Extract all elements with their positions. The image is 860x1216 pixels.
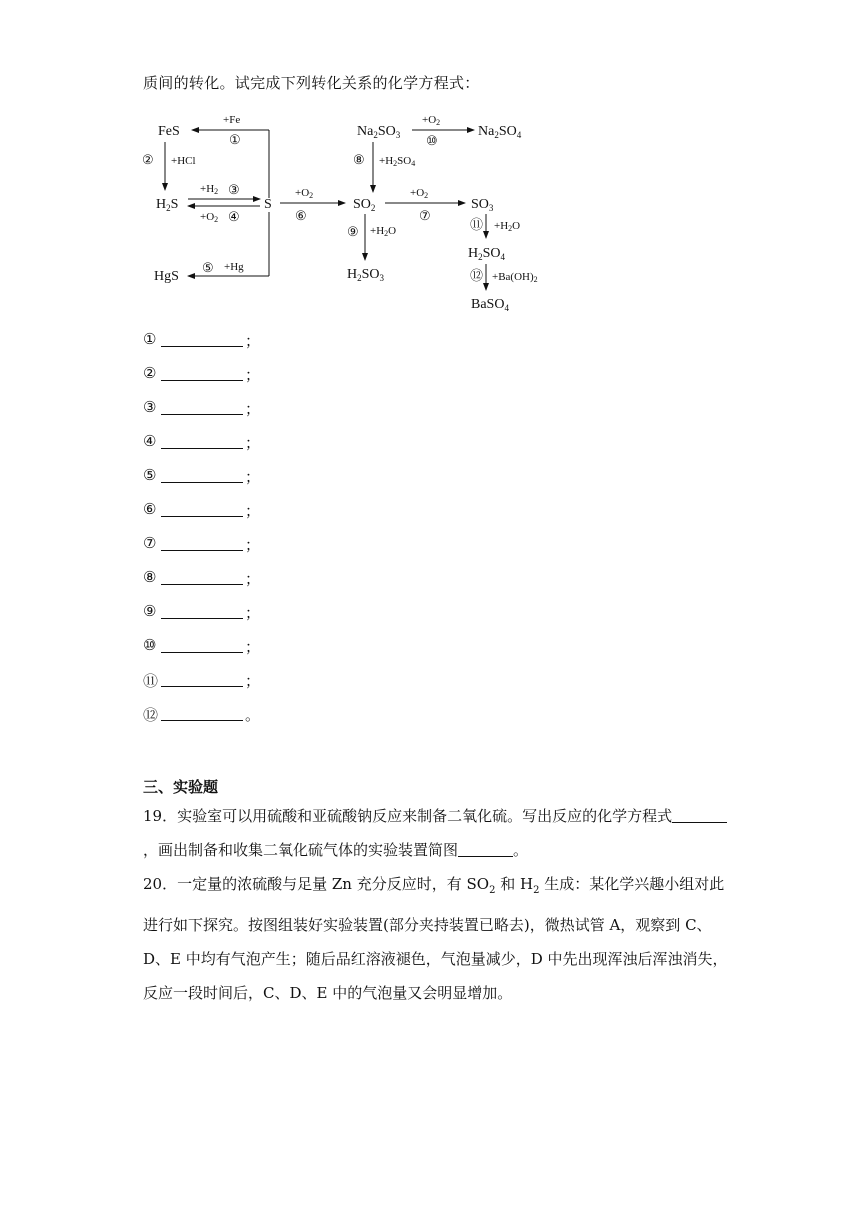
q19-text-3: 。 [513, 841, 529, 859]
answer-blank[interactable] [161, 534, 243, 551]
blank-row-1 [143, 330, 260, 364]
node-na2so3: $Na_2SO_3$ [357, 124, 401, 140]
step-11: ⑪ [470, 217, 484, 232]
blank-number: ⑪ [143, 672, 159, 690]
reagent-5: +Hg [224, 261, 244, 273]
reagent-12: +Ba(OH)2 [492, 271, 538, 284]
blank-punct: ； [245, 502, 261, 520]
intro-text: 质间的转化。试完成下列转化关系的化学方程式： [143, 74, 480, 92]
question-20 [143, 867, 728, 1010]
step-1: ① [229, 132, 241, 147]
q20-text-2: 和 H [495, 875, 534, 893]
blank-number: ④ [143, 432, 157, 450]
q19-text-2: ，画出制备和收集二氧化硫气体的实验装置简图 [143, 841, 459, 859]
blank-row-9 [143, 602, 260, 636]
step-7: ⑦ [419, 208, 431, 223]
node-na2so4: $Na_2SO_4$ [478, 124, 522, 140]
blank-punct: 。 [245, 706, 261, 724]
section-title: 三、实验题 [143, 778, 219, 796]
blank-row-4 [143, 432, 260, 466]
q19-answer-blank-1[interactable] [672, 806, 727, 823]
step-4: ④ [228, 209, 240, 224]
answer-blank[interactable] [161, 670, 243, 687]
blank-row-5 [143, 466, 260, 500]
answer-blank[interactable] [161, 704, 243, 721]
answer-blank[interactable] [161, 330, 243, 347]
node-fes: FeS [158, 124, 180, 139]
node-h2so4: $H_2SO_4$ [468, 246, 506, 262]
step-10: ⑩ [426, 133, 438, 148]
step-12: ⑫ [470, 268, 484, 283]
node-baso4: BaSO$_4$ [471, 297, 509, 313]
node-h2s: $H_2S$ [156, 197, 179, 213]
step-6: ⑥ [295, 208, 307, 223]
blank-row-7 [143, 534, 260, 568]
answer-blank[interactable] [161, 636, 243, 653]
blank-number: ⑥ [143, 500, 157, 518]
blank-punct: ； [245, 332, 261, 350]
blank-number: ⑤ [143, 466, 157, 484]
blank-row-11 [143, 670, 260, 704]
blank-row-8 [143, 568, 260, 602]
reagent-3: +H2 [200, 183, 219, 196]
node-hgs: HgS [154, 269, 179, 284]
step-3: ③ [228, 182, 240, 197]
node-h2so3: $H_2SO_3$ [347, 267, 385, 283]
blank-number: ① [143, 330, 157, 348]
blank-row-6 [143, 500, 260, 534]
answer-blank[interactable] [161, 364, 243, 381]
q19-text-1: 19．实验室可以用硫酸和亚硫酸钠反应来制备二氧化硫。写出反应的化学方程式 [143, 807, 673, 825]
blank-punct: ； [245, 468, 261, 486]
blank-punct: ； [245, 400, 261, 418]
blank-row-10 [143, 636, 260, 670]
answer-blanks [143, 330, 260, 738]
answer-blank[interactable] [161, 568, 243, 585]
answer-blank[interactable] [161, 602, 243, 619]
reagent-1: +Fe [223, 114, 241, 126]
blank-punct: ； [245, 536, 261, 554]
blank-number: ⑧ [143, 568, 157, 586]
step-9: ⑨ [347, 224, 359, 239]
answer-blank[interactable] [161, 432, 243, 449]
blank-punct: ； [245, 434, 261, 452]
sulfur-conversion-diagram [140, 108, 580, 318]
q20-text-3: 生成：某化学兴趣小组对此进行如下探究。按图组装好实验装置(部分夹持装置已略去)，微热试管 A，观察到 C、D、E 中均有气泡产生；随后品红溶液褪色，气泡量减少，D 中先出现浑浊后浑浊消失，反应一段时间后，C、D、E 中的气泡量又会明显增加。 [143, 875, 728, 1002]
reagent-2: +HCl [171, 155, 196, 167]
answer-blank[interactable] [161, 500, 243, 517]
blank-punct: ； [245, 604, 261, 622]
blank-number: ⑦ [143, 534, 157, 552]
reagent-8: +H2SO4 [379, 155, 416, 168]
node-so2: $SO_2$ [353, 197, 376, 213]
step-8: ⑧ [353, 152, 365, 167]
q20-sub-2: 2 [533, 885, 540, 896]
step-5: ⑤ [202, 260, 214, 275]
node-s: S [264, 197, 272, 212]
blank-number: ③ [143, 398, 157, 416]
q20-text-1: 20．一定量的浓硫酸与足量 Zn 充分反应时，有 SO [143, 875, 490, 893]
blank-punct: ； [245, 366, 261, 384]
answer-blank[interactable] [161, 466, 243, 483]
blank-number: ② [143, 364, 157, 382]
q19-answer-blank-2[interactable] [458, 840, 513, 857]
reagent-4: +O2 [200, 211, 219, 224]
blank-row-12 [143, 704, 260, 738]
reagent-7: +O2 [410, 187, 429, 200]
blank-number: ⑨ [143, 602, 157, 620]
blank-punct: ； [245, 570, 261, 588]
blank-punct: ； [245, 638, 261, 656]
blank-number: ⑫ [143, 706, 159, 724]
reagent-9: +H2O [370, 225, 397, 238]
step-2: ② [142, 152, 154, 167]
answer-blank[interactable] [161, 398, 243, 415]
node-so3: $SO_3$ [471, 197, 494, 213]
reagent-6: +O2 [295, 187, 314, 200]
question-19 [143, 799, 728, 867]
blank-punct: ； [245, 672, 261, 690]
reagent-10: +O2 [422, 114, 441, 127]
q20-sub-1: 2 [489, 885, 496, 896]
reagent-11: +H2O [494, 220, 521, 233]
blank-row-3 [143, 398, 260, 432]
blank-number: ⑩ [143, 636, 157, 654]
blank-row-2 [143, 364, 260, 398]
